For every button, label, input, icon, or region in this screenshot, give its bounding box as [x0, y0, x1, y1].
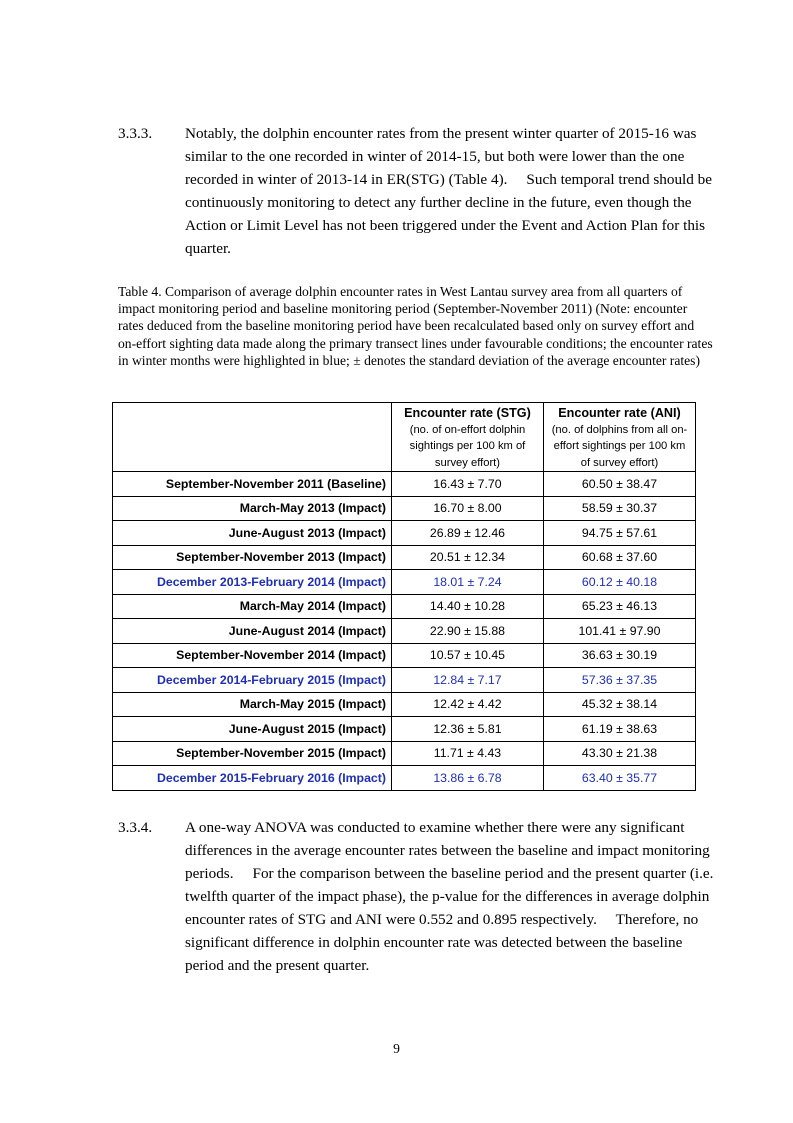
period-cell: March-May 2013 (Impact) [113, 496, 392, 521]
ani-cell: 43.30 ± 21.38 [543, 741, 695, 766]
table-row [113, 570, 696, 595]
paragraph-text: A one-way ANOVA was conducted to examine whether there were any significant differences in the average encounter rates between the baseline and impact monitoring periods. For the comparison between the baseline period and the present quarter (i.e. twelfth quarter of the impact phase), the p-value for the differences in average dolphin encounter rates of STG and ANI were 0.552 and 0.895 respectively. Therefore, no significant difference in dolphin encounter rate was detected between the baseline period and the present quarter. [185, 819, 714, 974]
stg-cell: 12.42 ± 4.42 [391, 692, 543, 717]
table-row [113, 692, 696, 717]
table-row [113, 668, 696, 693]
stg-cell: 16.70 ± 8.00 [391, 496, 543, 521]
table-row [113, 472, 696, 497]
stg-cell: 14.40 ± 10.28 [391, 594, 543, 619]
table-row [113, 521, 696, 546]
table-row [113, 766, 696, 791]
ani-cell: 58.59 ± 30.37 [543, 496, 695, 521]
header-ani [543, 403, 695, 472]
ani-cell: 94.75 ± 57.61 [543, 521, 695, 546]
period-cell: September-November 2014 (Impact) [113, 643, 392, 668]
period-cell: June-August 2014 (Impact) [113, 619, 392, 644]
header-ani-subtitle: (no. of dolphins from all on-effort sightings per 100 km of survey effort) [551, 423, 688, 469]
ani-cell: 45.32 ± 38.14 [543, 692, 695, 717]
table-row [113, 545, 696, 570]
header-stg [391, 403, 543, 472]
page-number: 9 [393, 1041, 400, 1056]
stg-cell: 13.86 ± 6.78 [391, 766, 543, 791]
stg-cell: 12.36 ± 5.81 [391, 717, 543, 742]
ani-cell: 63.40 ± 35.77 [543, 766, 695, 791]
header-ani-title: Encounter rate (ANI) [558, 406, 681, 420]
period-cell: March-May 2015 (Impact) [113, 692, 392, 717]
ani-cell: 61.19 ± 38.63 [543, 717, 695, 742]
table-row [113, 496, 696, 521]
header-blank-cell [113, 403, 392, 472]
ani-cell: 36.63 ± 30.19 [543, 643, 695, 668]
ani-cell: 60.12 ± 40.18 [543, 570, 695, 595]
stg-cell: 26.89 ± 12.46 [391, 521, 543, 546]
header-stg-subtitle: (no. of on-effort dolphin sightings per 100 km of survey effort) [409, 423, 526, 469]
ani-cell: 101.41 ± 97.90 [543, 619, 695, 644]
paragraph-number: 3.3.4. [118, 819, 153, 836]
period-cell: December 2013-February 2014 (Impact) [113, 570, 392, 595]
paragraph-3-3-4 [118, 816, 718, 977]
period-cell: September-November 2015 (Impact) [113, 741, 392, 766]
ani-cell: 60.50 ± 38.47 [543, 472, 695, 497]
stg-cell: 10.57 ± 10.45 [391, 643, 543, 668]
stg-cell: 20.51 ± 12.34 [391, 545, 543, 570]
stg-cell: 16.43 ± 7.70 [391, 472, 543, 497]
stg-cell: 12.84 ± 7.17 [391, 668, 543, 693]
paragraph-3-3-3 [118, 122, 718, 260]
paragraph-text: Notably, the dolphin encounter rates from the present winter quarter of 2015-16 was similar to the one recorded in winter of 2014-15, but both were lower than the one recorded in winter of 2013-14 in ER(STG) (Table 4). Such temporal trend should be continuously monitoring to detect any further decline in the future, even though the Action or Limit Level has not been triggered under the Event and Action Plan for this quarter. [185, 125, 712, 257]
table-row [113, 594, 696, 619]
period-cell: September-November 2011 (Baseline) [113, 472, 392, 497]
table-row [113, 741, 696, 766]
ani-cell: 65.23 ± 46.13 [543, 594, 695, 619]
stg-cell: 18.01 ± 7.24 [391, 570, 543, 595]
period-cell: December 2014-February 2015 (Impact) [113, 668, 392, 693]
table-header-row [113, 403, 696, 472]
table-row [113, 717, 696, 742]
stg-cell: 11.71 ± 4.43 [391, 741, 543, 766]
period-cell: June-August 2015 (Impact) [113, 717, 392, 742]
stg-cell: 22.90 ± 15.88 [391, 619, 543, 644]
period-cell: June-August 2013 (Impact) [113, 521, 392, 546]
table-row [113, 619, 696, 644]
ani-cell: 57.36 ± 37.35 [543, 668, 695, 693]
ani-cell: 60.68 ± 37.60 [543, 545, 695, 570]
period-cell: December 2015-February 2016 (Impact) [113, 766, 392, 791]
table-caption: Table 4. Comparison of average dolphin encounter rates in West Lantau survey area from all quarters of impact monitoring period and baseline monitoring period (September-November 2011) (Note: encounter rates deduced from the baseline monitoring period have been recalculated based only on survey effort and on-effort sighting data made along the primary transect lines under favourable conditions; the encounter rates in winter months were highlighted in blue; ± denotes the standard deviation of the average encounter rates) [118, 284, 713, 368]
period-cell: March-May 2014 (Impact) [113, 594, 392, 619]
period-cell: September-November 2013 (Impact) [113, 545, 392, 570]
encounter-rate-table [112, 402, 696, 791]
table-row [113, 643, 696, 668]
header-stg-title: Encounter rate (STG) [404, 406, 531, 420]
paragraph-number: 3.3.3. [118, 125, 153, 142]
